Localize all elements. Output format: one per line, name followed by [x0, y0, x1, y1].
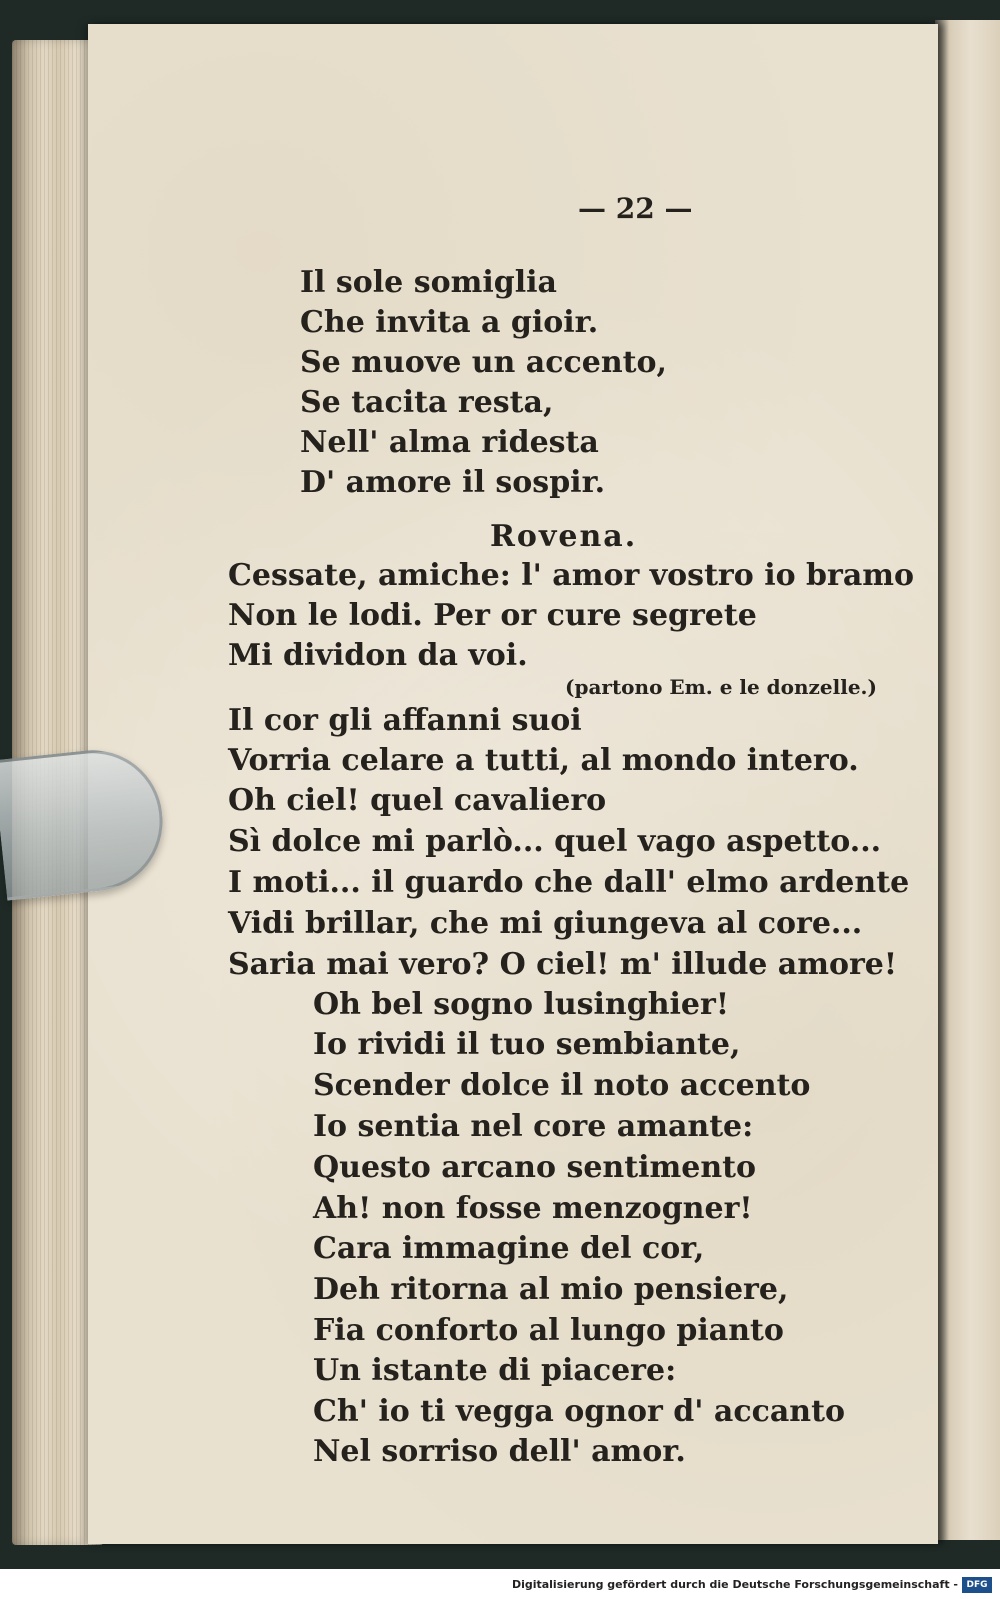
verse-line: Che invita a gioir. — [300, 305, 599, 340]
verse-line: Io sentia nel core amante: — [313, 1109, 754, 1144]
verse-line: Se tacita resta, — [300, 385, 554, 420]
verse-line: Mi dividon da voi. — [228, 638, 528, 673]
verse-line: Deh ritorna al mio pensiere, — [313, 1272, 789, 1307]
verse-line: Sì dolce mi parlò... quel vago aspetto... — [228, 824, 882, 859]
verse-line: I moti... il guardo che dall' elmo ardente — [228, 865, 910, 900]
verse-line: Scender dolce il noto accento — [313, 1068, 811, 1103]
stage-direction: (partono Em. e le donzelle.) — [565, 675, 877, 699]
verse-line: Saria mai vero? O ciel! m' illude amore! — [228, 947, 898, 982]
verse-line: Vidi brillar, che mi giungeva al core... — [228, 906, 863, 941]
digitization-credit: Digitalisierung gefördert durch die Deutsche Forschungsgemeinschaft - — [511, 1578, 958, 1591]
verse-line: Il sole somiglia — [300, 265, 557, 300]
page-number: — 22 — — [578, 192, 693, 225]
verse-line: Fia conforto al lungo pianto — [313, 1313, 784, 1348]
book-page-edge-right — [935, 20, 1000, 1540]
verse-line: Se muove un accento, — [300, 345, 667, 380]
verse-line: Vorria celare a tutti, al mondo intero. — [228, 743, 859, 778]
verse-line: Oh ciel! quel cavaliero — [228, 783, 607, 818]
verse-line: Ch' io ti vegga ognor d' accanto — [313, 1394, 845, 1429]
verse-line: Nell' alma ridesta — [300, 425, 599, 460]
dfg-logo: DFG — [962, 1577, 992, 1593]
verse-line: Cara immagine del cor, — [313, 1231, 705, 1266]
verse-line: Cessate, amiche: l' amor vostro io bramo — [228, 558, 915, 593]
verse-line: Nel sorriso dell' amor. — [313, 1434, 686, 1469]
verse-line: Oh bel sogno lusinghier! — [313, 987, 729, 1022]
verse-line: Un istante di piacere: — [313, 1353, 677, 1388]
verse-line: Ah! non fosse menzogner! — [313, 1191, 753, 1226]
verse-line: Io rividi il tuo sembiante, — [313, 1027, 741, 1062]
speaker-name: Rovena. — [490, 519, 638, 554]
footer-bar — [0, 1569, 1000, 1599]
verse-line: Questo arcano sentimento — [313, 1150, 756, 1185]
book-page — [88, 24, 938, 1544]
verse-line: D' amore il sospir. — [300, 465, 606, 500]
verse-line: Il cor gli affanni suoi — [228, 703, 582, 738]
verse-line: Non le lodi. Per or cure segrete — [228, 598, 757, 633]
